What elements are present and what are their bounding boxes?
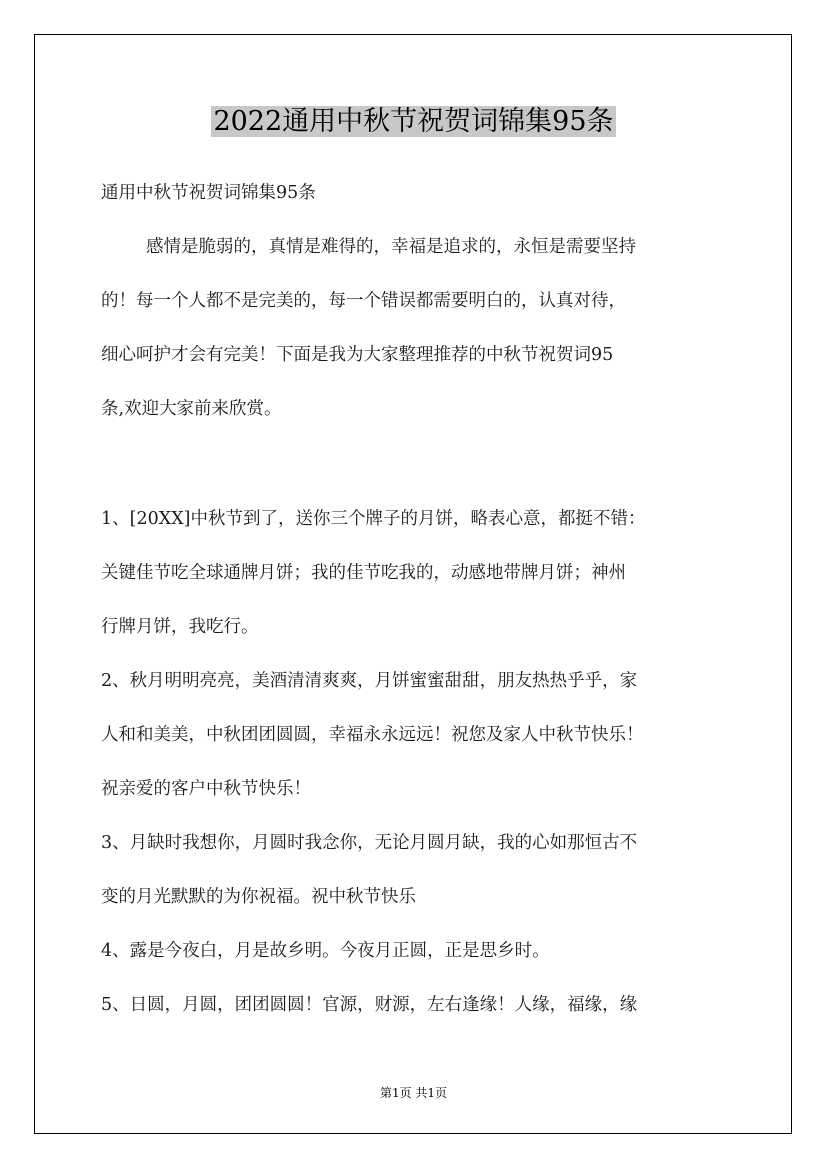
item-2-line-1: 2、秋月明明亮亮，美酒清清爽爽，月饼蜜蜜甜甜，朋友热热乎乎，家 [101,671,638,691]
document-title [0,103,827,141]
page-footer: 第1页 共1页 [379,1086,448,1100]
intro-line-3: 细心呵护才会有完美！下面是我为大家整理推荐的中秋节祝贺词95 [101,345,614,365]
item-2-line-3: 祝亲爱的客户中秋节快乐！ [101,779,311,799]
item-3-line-1: 3、月缺时我想你，月圆时我念你，无论月圆月缺，我的心如那恒古不 [101,833,638,853]
intro-line-4: 条,欢迎大家前来欣赏。 [101,399,282,419]
item-5-line-1: 5、日圆，月圆，团团圆圆！官源，财源，左右逢缘！人缘，福缘，缘 [101,995,638,1015]
intro-line-2: 的！每一个人都不是完美的，每一个错误都需要明白的，认真对待， [101,291,626,311]
item-1-line-3: 行牌月饼，我吃行。 [101,617,259,637]
item-1-line-2: 关键佳节吃全球通牌月饼；我的佳节吃我的，动感地带牌月饼；神州 [101,563,626,583]
item-3-line-2: 变的月光默默的为你祝福。祝中秋节快乐 [101,887,416,907]
intro-line-1: 感情是脆弱的，真情是难得的，幸福是追求的，永恒是需要坚持 [146,237,636,257]
item-4-line-1: 4、露是今夜白，月是故乡明。今夜月正圆，正是思乡时。 [101,941,550,961]
document-title-text: 2022通用中秋节祝贺词锦集95条 [213,106,614,137]
document-subtitle: 通用中秋节祝贺词锦集95条 [101,183,316,203]
item-2-line-2: 人和和美美，中秋团团圆圆，幸福永永远远！祝您及家人中秋节快乐！ [101,725,644,745]
item-1-line-1: 1、[20XX]中秋节到了，送你三个牌子的月饼，略表心意，都挺不错： [101,509,646,529]
